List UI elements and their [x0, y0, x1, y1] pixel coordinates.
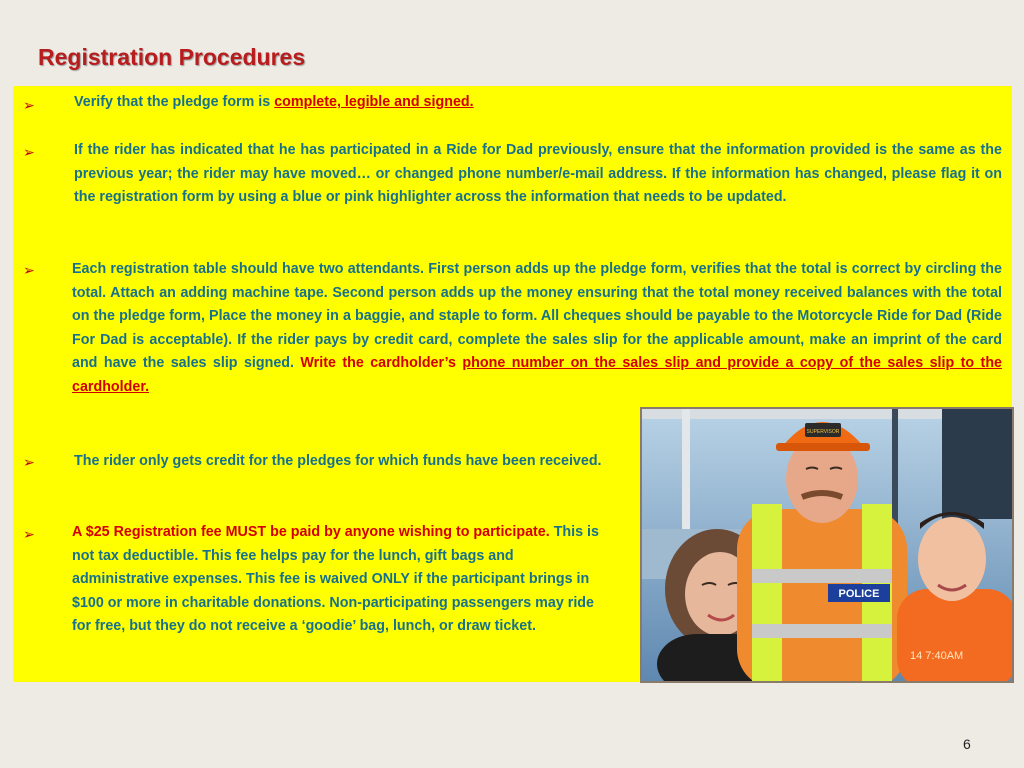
- slide-title: Registration Procedures: [38, 44, 306, 70]
- bullet-item-5: [72, 521, 602, 639]
- bullet-arrow-icon: ➢: [23, 526, 35, 542]
- bullet-5-emphasis-plain: A $25 Registration fee MUST be paid by anyone wishing to participate.: [72, 524, 550, 540]
- page-number: 6: [963, 736, 971, 752]
- volunteers-photo: [640, 407, 1014, 683]
- bullet-2-text: If the rider has indicated that he has participated in a Ride for Dad previously, ensure that the information provided is the same as the previous year; the rider may have moved… or changed phone number/e-mail address. If the information has changed, please flag it on the registration form by using a blue or pink highlighter across the information that needs to be updated.: [74, 142, 1002, 206]
- bullet-arrow-icon: ➢: [23, 97, 35, 113]
- photo-timestamp: 14 7:40AM: [910, 650, 964, 662]
- bullet-3-emphasis: phone number on the sales slip and provide a copy of the sales slip to the cardholder.: [72, 355, 1003, 395]
- vest-police-label: POLICE: [838, 588, 880, 600]
- bullet-4-text: The rider only gets credit for the pledges for which funds have been received.: [74, 453, 602, 469]
- bullet-3-emphasis-plain: Write the cardholder’s: [300, 355, 463, 372]
- volunteers-photo-illustration: [642, 409, 1012, 681]
- bullet-arrow-icon: ➢: [23, 262, 35, 278]
- bullet-item-1: [74, 91, 1004, 115]
- bullet-item-2: [74, 139, 1002, 210]
- bullet-item-3: [72, 258, 1002, 400]
- bullet-arrow-icon: ➢: [23, 144, 35, 160]
- bullet-5-text: This is not tax deductible. This fee helps pay for the lunch, gift bags and administrative expenses. This fee is waived ONLY if the participant brings in $100 or more in charitable donations. Non-participating passengers may ride for free, but they do not receive a ‘goodie’ bag, lunch, or draw ticket.: [72, 524, 599, 635]
- bullet-1-emphasis: complete, legible and signed.: [274, 94, 474, 110]
- hardhat-badge-label: SUPERVISOR: [806, 429, 840, 435]
- bullet-3-text: Each registration table should have two attendants. First person adds up the pledge form, verifies that the total is correct by circling the total. Attach an adding machine tape. Second person adds up the money ensuring that the total money received balances with the total on the pledge form, Place the money in a baggie, and staple to form. All cheques should be payable to the Motorcycle Ride for Dad (Ride For Dad is acceptable). If the rider pays by credit card, complete the sales slip for the applicable amount, make an imprint of the card and have the sales slip signed.: [72, 261, 1002, 372]
- bullet-arrow-icon: ➢: [23, 454, 35, 470]
- bullet-item-4: [74, 450, 634, 474]
- bullet-1-text: Verify that the pledge form is: [74, 94, 275, 110]
